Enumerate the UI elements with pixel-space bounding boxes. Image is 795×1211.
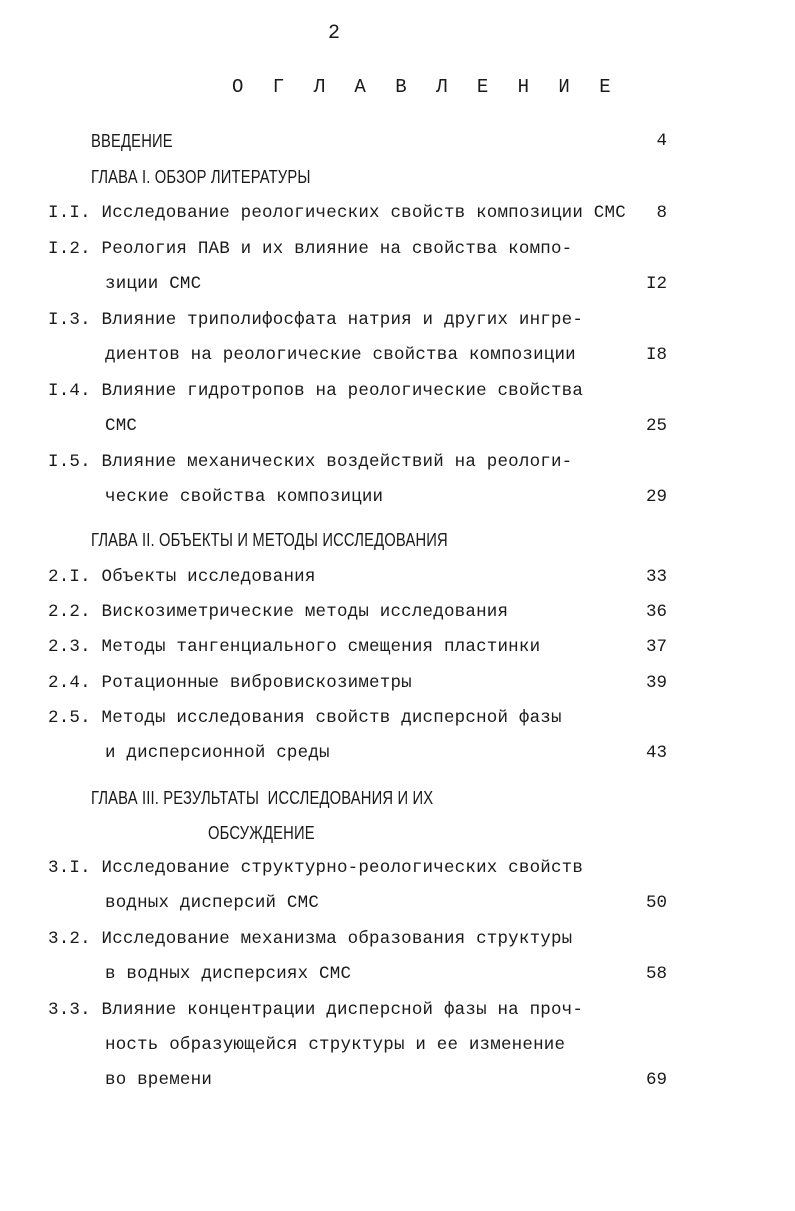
toc-page-2-2: 36 (645, 602, 667, 622)
toc-entry-1-3: I.3. Влияние триполифосфата натрия и других ингре- (48, 310, 584, 330)
toc-page-2-4: 39 (645, 673, 667, 693)
toc-page-3-3: 69 (645, 1070, 667, 1090)
toc-entry-1-2: I.2. Реология ПАВ и их влияние на свойства компо- (48, 239, 573, 259)
toc-chapter-2: ГЛАВА II. ОБЪЕКТЫ И МЕТОДЫ ИССЛЕДОВАНИЯ (91, 530, 448, 550)
toc-page-1-2: I2 (645, 274, 667, 294)
toc-entry-2-5-cont: и дисперсионной среды (105, 743, 330, 763)
toc-entry-1-4-cont: СМС (105, 416, 138, 436)
toc-entry-1-5-cont: ческие свойства композиции (105, 487, 384, 507)
toc-page-1-1: 8 (656, 203, 667, 223)
toc-entry-2-3: 2.3. Методы тангенциального смещения пластинки (48, 637, 541, 657)
toc-entry-2-2: 2.2. Вискозиметрические методы исследования (48, 602, 509, 622)
toc-entry-3-2: 3.2. Исследование механизма образования структуры (48, 929, 573, 949)
toc-chapter-1: ГЛАВА I. ОБЗОР ЛИТЕРАТУРЫ (91, 167, 311, 187)
toc-entry-1-3-cont: диентов на реологические свойства композиции (105, 345, 576, 365)
toc-page-3-2: 58 (645, 964, 667, 984)
toc-entry-3-1-cont: водных дисперсий СМС (105, 893, 320, 913)
toc-entry-3-3-cont: ность образующейся структуры и ее изменение (105, 1035, 566, 1055)
toc-entry-2-5: 2.5. Методы исследования свойств дисперсной фазы (48, 708, 562, 728)
toc-page-2-5: 43 (645, 743, 667, 763)
toc-entry-3-3-cont2: во времени (105, 1070, 213, 1090)
toc-page-2-3: 37 (645, 637, 667, 657)
toc-page-2-1: 33 (645, 567, 667, 587)
toc-entry-2-1: 2.I. Объекты исследования (48, 567, 316, 587)
toc-entry-2-4: 2.4. Ротационные вибровискозиметры (48, 673, 412, 693)
toc-page-introduction: 4 (656, 131, 667, 151)
toc-page-3-1: 50 (645, 893, 667, 913)
toc-entry-introduction: ВВЕДЕНИЕ (91, 131, 173, 151)
toc-chapter-3: ГЛАВА III. РЕЗУЛЬТАТЫ ИССЛЕДОВАНИЯ И ИХ (91, 788, 434, 808)
toc-entry-1-4: I.4. Влияние гидротропов на реологические свойства (48, 381, 584, 401)
toc-entry-3-3: 3.3. Влияние концентрации дисперсной фазы на проч- (48, 1000, 584, 1020)
toc-page-1-5: 29 (645, 487, 667, 507)
toc-chapter-3-cont: ОБСУЖДЕНИЕ (208, 823, 315, 843)
toc-entry-1-1: I.I. Исследование реологических свойств композиции СМС (48, 203, 626, 223)
toc-page-1-4: 25 (645, 416, 667, 436)
toc-entry-1-2-cont: зиции СМС (105, 274, 202, 294)
toc-entry-3-2-cont: в водных дисперсиях СМС (105, 964, 352, 984)
toc-title: О Г Л А В Л Е Н И Е (232, 76, 620, 98)
toc-entry-1-5: I.5. Влияние механических воздействий на реологи- (48, 452, 573, 472)
page-number: 2 (328, 22, 341, 45)
toc-page-1-3: I8 (645, 345, 667, 365)
toc-entry-3-1: 3.I. Исследование структурно-реологических свойств (48, 858, 584, 878)
